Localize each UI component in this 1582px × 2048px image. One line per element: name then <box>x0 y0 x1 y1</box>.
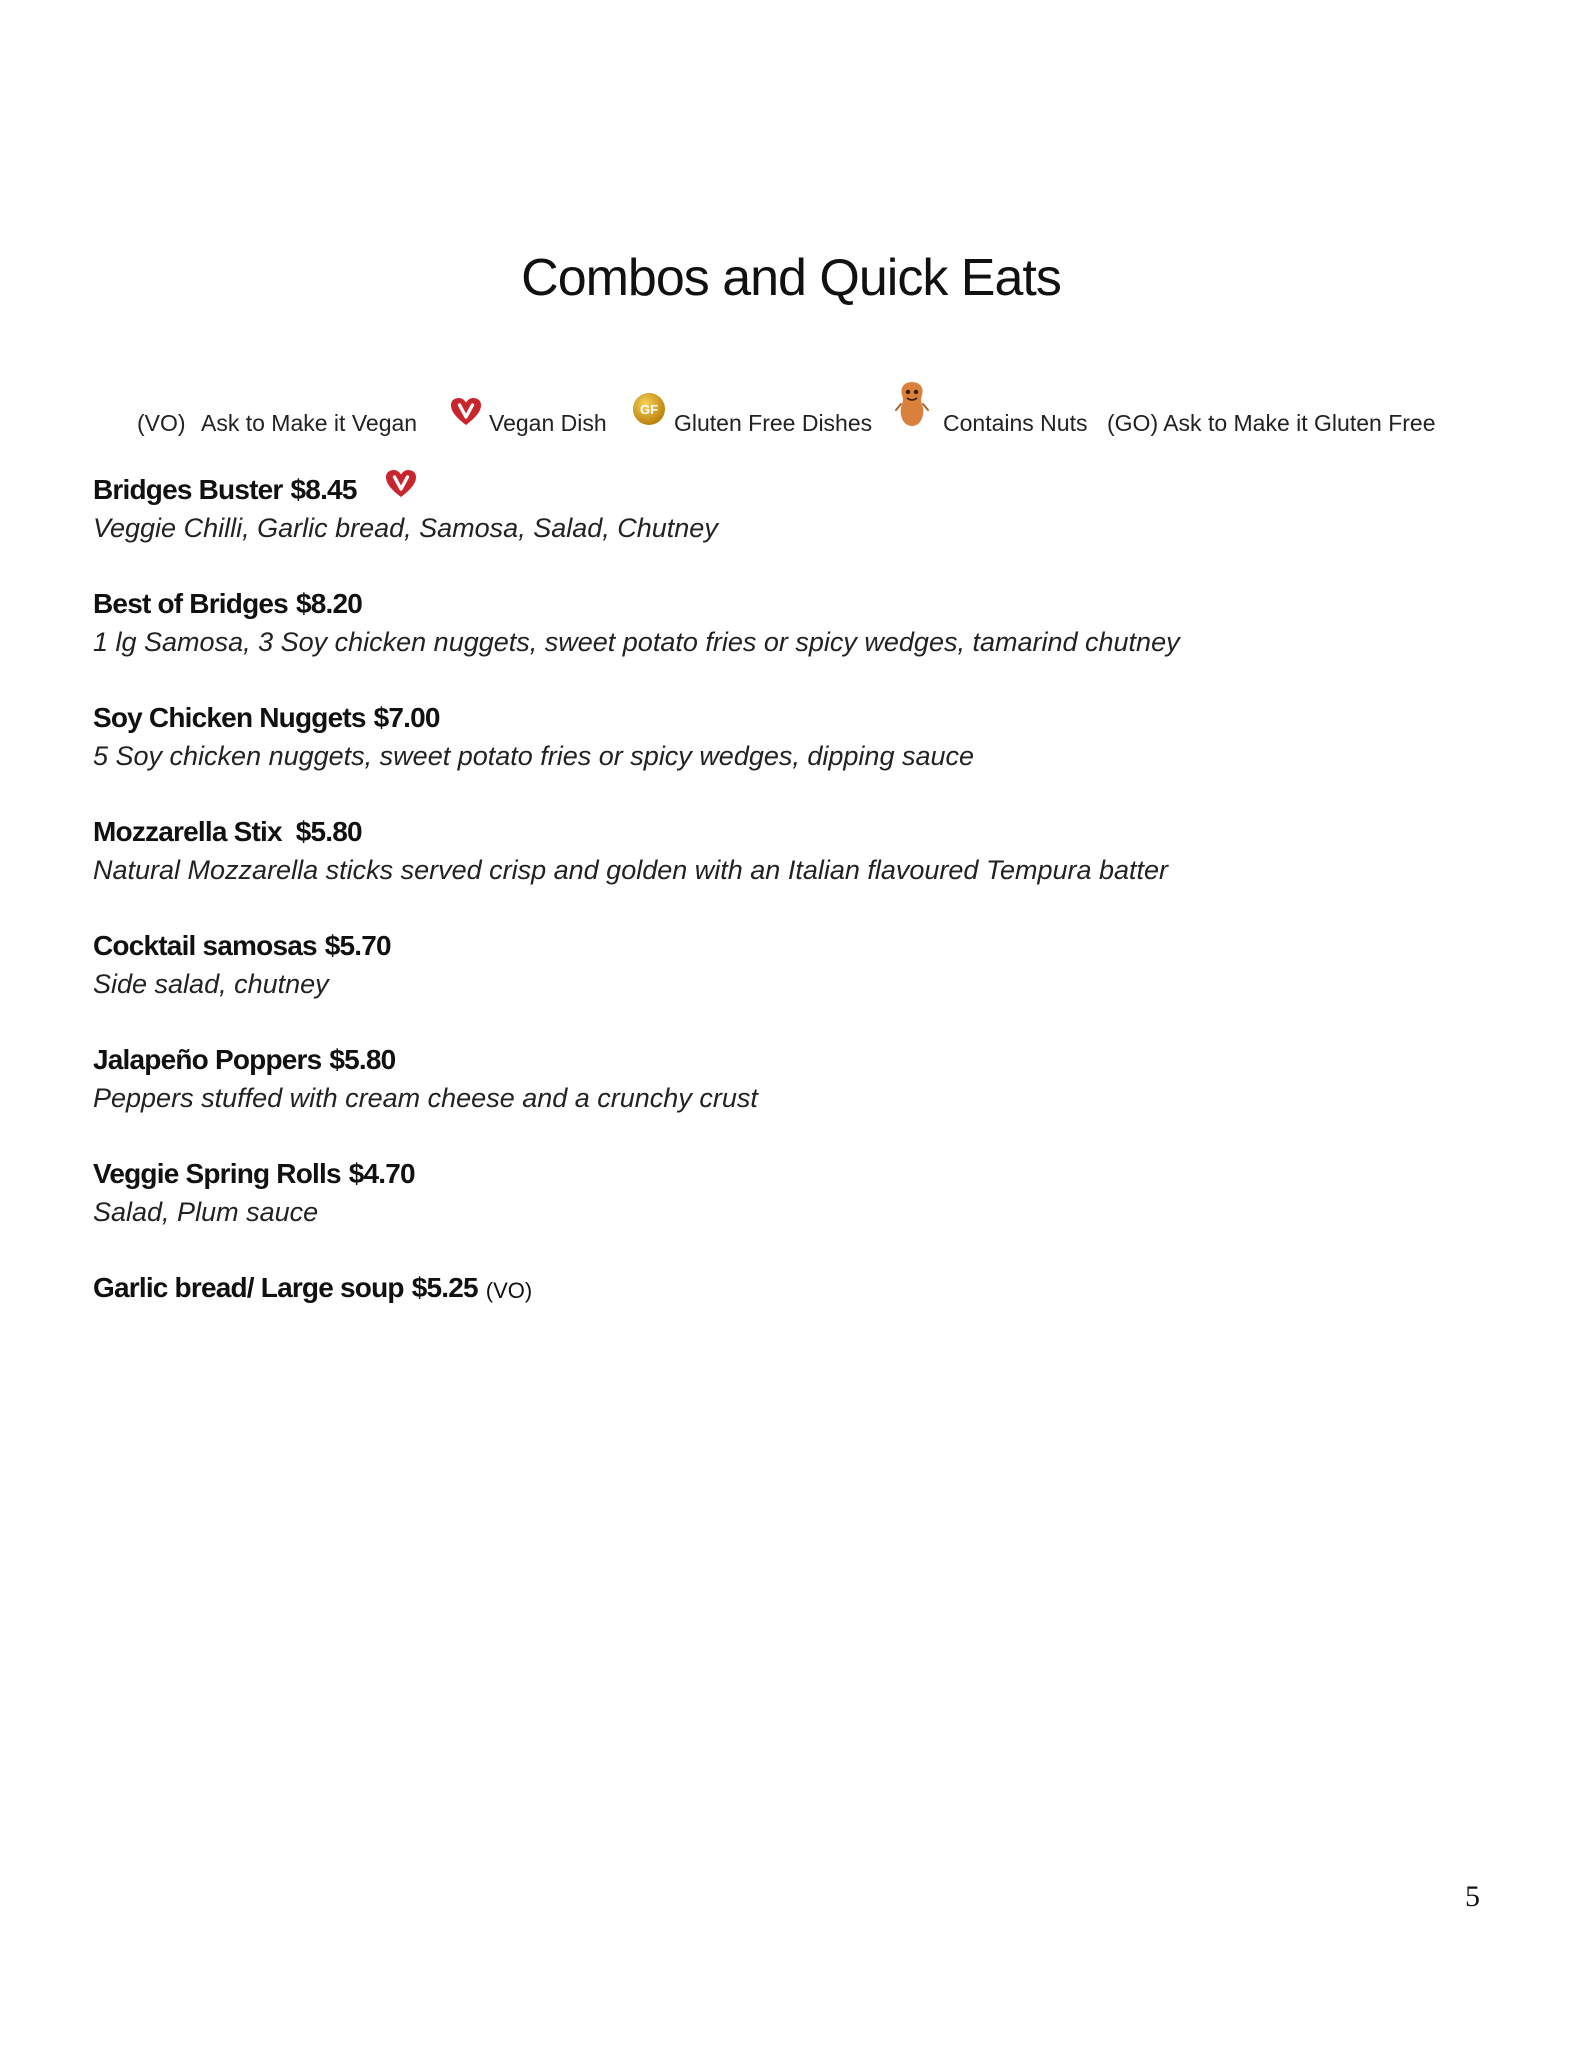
legend-go-label: (GO) Ask to Make it Gluten Free <box>1107 410 1436 436</box>
dietary-legend <box>0 380 1582 450</box>
page-number: 5 <box>1465 1880 1480 1913</box>
vegan-heart-icon <box>385 469 417 499</box>
item-name: Bridges Buster <box>93 474 283 505</box>
item-name: Best of Bridges <box>93 588 288 619</box>
menu-item-garlic-bread-large-soup <box>93 1268 1493 1382</box>
item-name: Garlic bread/ Large soup <box>93 1272 404 1303</box>
item-description: 5 Soy chicken nuggets, sweet potato fries or spicy wedges, dipping sauce <box>93 741 975 771</box>
item-description: Salad, Plum sauce <box>93 1197 319 1227</box>
item-description: Natural Mozzarella sticks served crisp and golden with an Italian flavoured Tempura batter <box>93 855 1169 885</box>
item-description: Veggie Chilli, Garlic bread, Samosa, Salad, Chutney <box>93 513 718 543</box>
menu-item-veggie-spring-rolls <box>93 1154 1493 1268</box>
gluten-free-icon <box>632 392 666 426</box>
item-name: Mozzarella Stix <box>93 816 282 847</box>
menu-item-bridges-buster <box>93 470 1493 584</box>
legend-gf-label: Gluten Free Dishes <box>674 410 873 436</box>
menu-item-cocktail-samosas <box>93 926 1493 1040</box>
item-price: $5.80 <box>295 816 362 847</box>
menu-item-best-of-bridges <box>93 584 1493 698</box>
menu-item-soy-chicken-nuggets <box>93 698 1493 812</box>
gf-badge-text: GF <box>639 402 659 417</box>
peanut-icon <box>895 380 929 428</box>
item-name: Soy Chicken Nuggets <box>93 702 366 733</box>
item-price: $8.20 <box>295 588 363 619</box>
item-price: $4.70 <box>348 1158 415 1189</box>
item-description: Peppers stuffed with cream cheese and a crunchy crust <box>93 1083 758 1113</box>
legend-nuts-label: Contains Nuts <box>943 410 1088 436</box>
item-name: Jalapeño Poppers <box>93 1044 322 1075</box>
item-price: $5.80 <box>329 1044 396 1075</box>
vegan-heart-icon <box>450 397 482 427</box>
item-description: 1 lg Samosa, 3 Soy chicken nuggets, sweet potato fries or spicy wedges, tamarind chutney <box>93 627 1180 657</box>
item-name: Cocktail samosas <box>93 930 317 961</box>
item-price: $5.70 <box>324 930 391 961</box>
legend-vo-code: (VO) <box>137 410 186 436</box>
menu-list <box>93 470 1493 1382</box>
vegan-option-tag: (VO) <box>485 1278 533 1303</box>
legend-vegan-label: Vegan Dish <box>489 410 607 436</box>
item-name: Veggie Spring Rolls <box>93 1158 341 1189</box>
menu-item-jalapeno-poppers <box>93 1040 1493 1154</box>
item-price: $5.25 <box>411 1272 478 1303</box>
page-title: Combos and Quick Eats <box>521 249 1061 307</box>
menu-item-mozzarella-stix <box>93 812 1493 926</box>
item-price: $7.00 <box>373 702 440 733</box>
item-price: $8.45 <box>290 474 357 505</box>
item-description: Side salad, chutney <box>93 969 329 999</box>
legend-vo-label: Ask to Make it Vegan <box>201 410 418 436</box>
